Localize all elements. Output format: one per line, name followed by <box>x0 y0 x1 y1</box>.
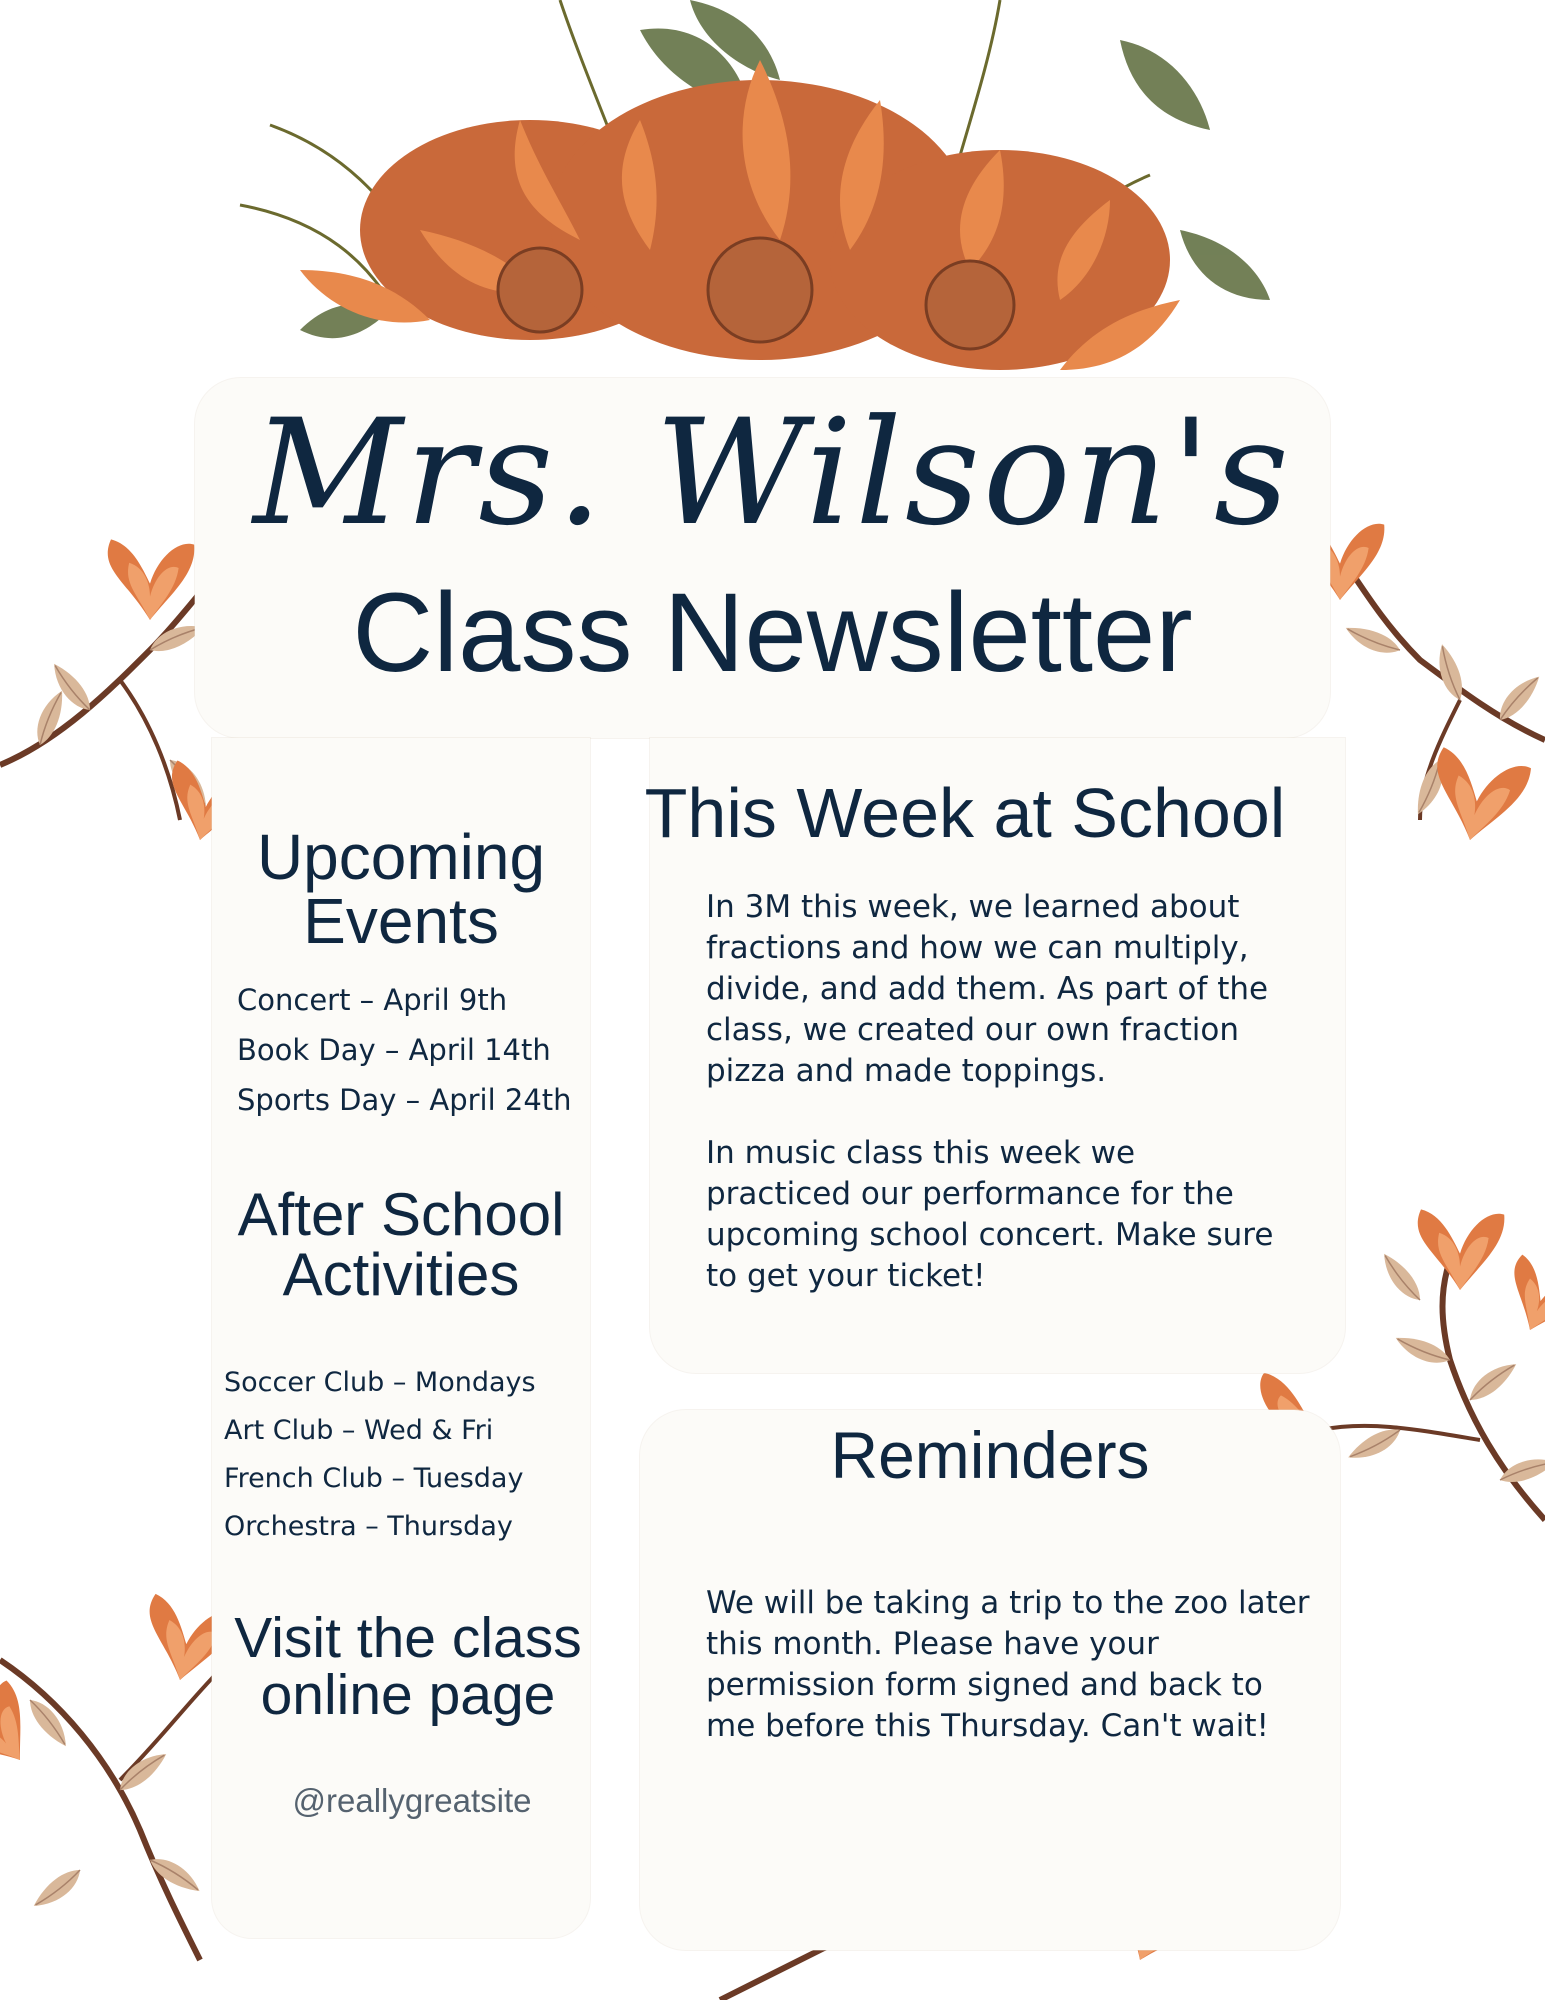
reminders-paragraph <box>706 1583 1346 1747</box>
visit-heading <box>212 1606 604 1727</box>
reminders-heading: Reminders <box>830 1418 1150 1492</box>
this-week-paragraph <box>706 887 1356 1092</box>
text-line: pizza and made toppings. <box>706 1053 1107 1089</box>
list-item: French Club – Tuesday <box>224 1463 524 1494</box>
after-school-heading <box>212 1181 590 1308</box>
upcoming-events-heading <box>212 821 590 957</box>
list-item: Orchestra – Thursday <box>224 1511 513 1542</box>
text-line: We will be taking a trip to the zoo later <box>706 1585 1310 1621</box>
text-line: In music class this week we <box>706 1135 1136 1171</box>
events-list <box>237 980 572 1130</box>
list-item: Sports Day – April 24th <box>237 1083 572 1117</box>
heading-line: After School <box>237 1181 565 1248</box>
text-line: this month. Please have your <box>706 1626 1159 1662</box>
text-line: permission form signed and back to <box>706 1667 1263 1703</box>
heading-line: Visit the class <box>234 1606 582 1670</box>
site-handle-link[interactable]: @reallygreatsite <box>292 1782 532 1819</box>
heading-line: Upcoming <box>256 821 546 893</box>
activities-list <box>224 1363 536 1555</box>
this-week-heading: This Week at School <box>644 774 1286 852</box>
this-week-paragraph <box>706 1133 1356 1297</box>
list-item: Book Day – April 14th <box>237 1033 551 1067</box>
script-title: Mrs. Wilson's <box>253 388 1292 558</box>
heading-line: online page <box>260 1663 556 1727</box>
list-item: Art Club – Wed & Fri <box>224 1415 494 1446</box>
page-title: Class Newsletter <box>352 570 1193 695</box>
list-item: Concert – April 9th <box>237 983 508 1017</box>
text-line: In 3M this week, we learned about <box>706 889 1240 925</box>
heading-line: Activities <box>282 1241 520 1308</box>
text-line: upcoming school concert. Make sure <box>706 1217 1274 1253</box>
text-line: divide, and add them. As part of the <box>706 971 1269 1007</box>
text-line: to get your ticket! <box>706 1258 986 1294</box>
heading-line: Events <box>303 885 499 957</box>
top-bouquet <box>240 0 1270 370</box>
text-line: class, we created our own fraction <box>706 1012 1239 1048</box>
text-line: me before this Thursday. Can't wait! <box>706 1708 1269 1744</box>
list-item: Soccer Club – Mondays <box>224 1367 536 1398</box>
text-line: fractions and how we can multiply, <box>706 930 1249 966</box>
text-line: practiced our performance for the <box>706 1176 1234 1212</box>
